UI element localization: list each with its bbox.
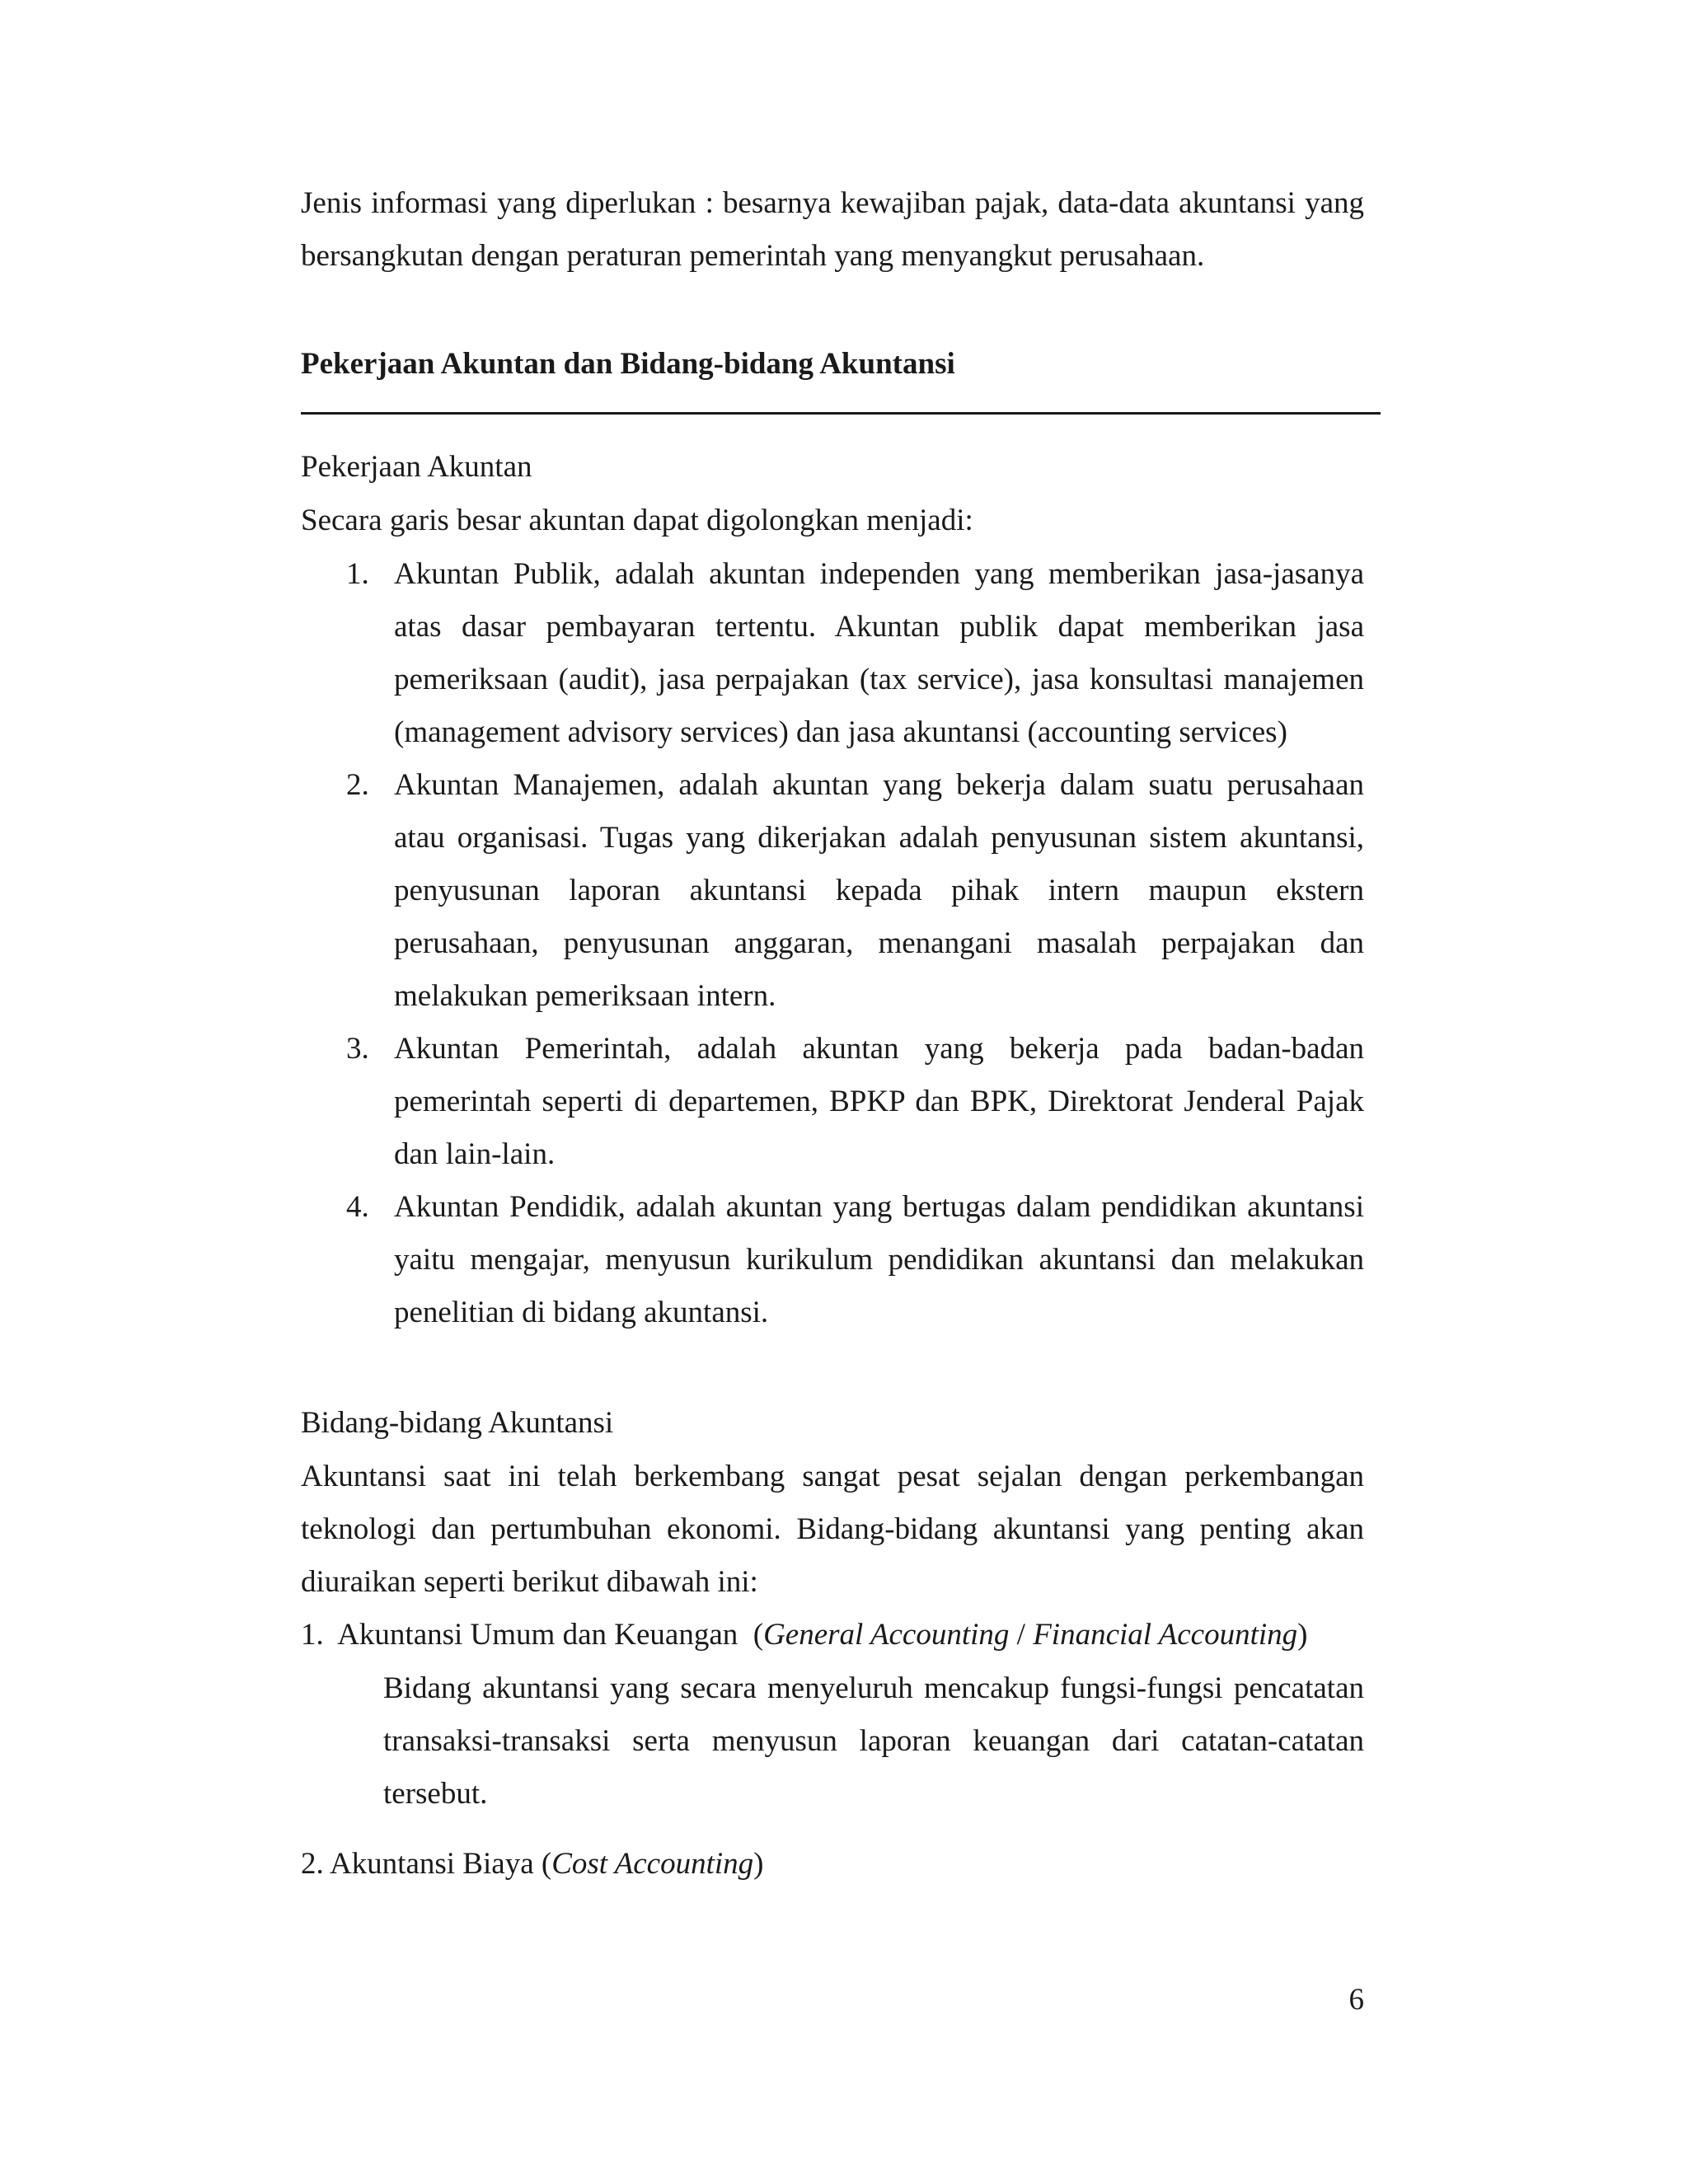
accountant-types-list (301, 548, 1364, 1339)
list-item-number: 1. (346, 557, 369, 591)
intro-paragraph: Jenis informasi yang diperlukan : besarnya kewajiban pajak, data-data akuntansi yang bersangkutan dengan peraturan pemerintah yang menyangkut perusahaan. (301, 186, 1364, 273)
field-item-heading (301, 1838, 1364, 1891)
list-item (301, 548, 1364, 759)
field-item-suffix: ) (1297, 1618, 1308, 1652)
list-item (301, 1023, 1364, 1181)
field-item-heading (301, 1609, 1364, 1661)
list-item (301, 1181, 1364, 1339)
section1-intro: Secara garis besar akuntan dapat digolongkan menjadi: (301, 504, 973, 537)
field-item-description: Bidang akuntansi yang secara menyeluruh mencakup fungsi-fungsi pencatatan transaksi-transaksi serta menyusun laporan keuangan dari catatan-catatan tersebut. (383, 1671, 1364, 1811)
list-item-text: Akuntan Publik, adalah akuntan independen yang memberikan jasa-jasanya atas dasar pembayaran tertentu. Akuntan publik dapat memberikan jasa pemeriksaan (audit), jasa perpajakan (tax service), jasa konsultasi manajemen (management advisory services) dan jasa akuntansi (accounting services) (394, 557, 1364, 749)
section-heading: Pekerjaan Akuntan dan Bidang-bidang Akuntansi (301, 347, 955, 381)
list-item-number: 4. (346, 1190, 369, 1224)
subheading-bidang-akuntansi: Bidang-bidang Akuntansi (301, 1406, 614, 1440)
list-item-number: 3. (346, 1032, 369, 1066)
page-number: 6 (1348, 1983, 1364, 2017)
list-item-text: Akuntan Pemerintah, adalah akuntan yang bekerja pada badan-badan pemerintah seperti di departemen, BPKP dan BPK, Direktorat Jenderal Pajak dan lain-lain. (394, 1032, 1364, 1171)
heading-divider (301, 412, 1381, 415)
list-item (301, 759, 1364, 1023)
field-item-term: Cost Accounting (551, 1847, 754, 1881)
subheading-pekerjaan-akuntan: Pekerjaan Akuntan (301, 450, 532, 484)
list-item-number: 2. (346, 768, 369, 802)
field-item-term: Financial Accounting (1033, 1618, 1298, 1652)
section2-intro: Akuntansi saat ini telah berkembang sangat pesat sejalan dengan perkembangan teknologi dan pertumbuhan ekonomi. Bidang-bidang akuntansi yang penting akan diuraikan seperti berikut dibawah ini: (301, 1460, 1364, 1599)
field-item-separator: / (1009, 1618, 1034, 1652)
field-item-prefix: 2. Akuntansi Biaya ( (301, 1847, 552, 1881)
list-item-text: Akuntan Pendidik, adalah akuntan yang bertugas dalam pendidikan akuntansi yaitu mengajar, menyusun kurikulum pendidikan akuntansi dan melakukan penelitian di bidang akuntansi. (394, 1190, 1364, 1329)
field-item-prefix: 1. Akuntansi Umum dan Keuangan ( (301, 1618, 764, 1652)
field-item-term: General Accounting (763, 1618, 1010, 1652)
list-item-text: Akuntan Manajemen, adalah akuntan yang bekerja dalam suatu perusahaan atau organisasi. Tugas yang dikerjakan adalah penyusunan sistem akuntansi, penyusunan laporan akuntansi kepada pihak intern maupun ekstern perusahaan, penyusunan anggaran, menangani masalah perpajakan dan melakukan pemeriksaan intern. (394, 768, 1364, 1013)
field-item-suffix: ) (753, 1847, 764, 1881)
